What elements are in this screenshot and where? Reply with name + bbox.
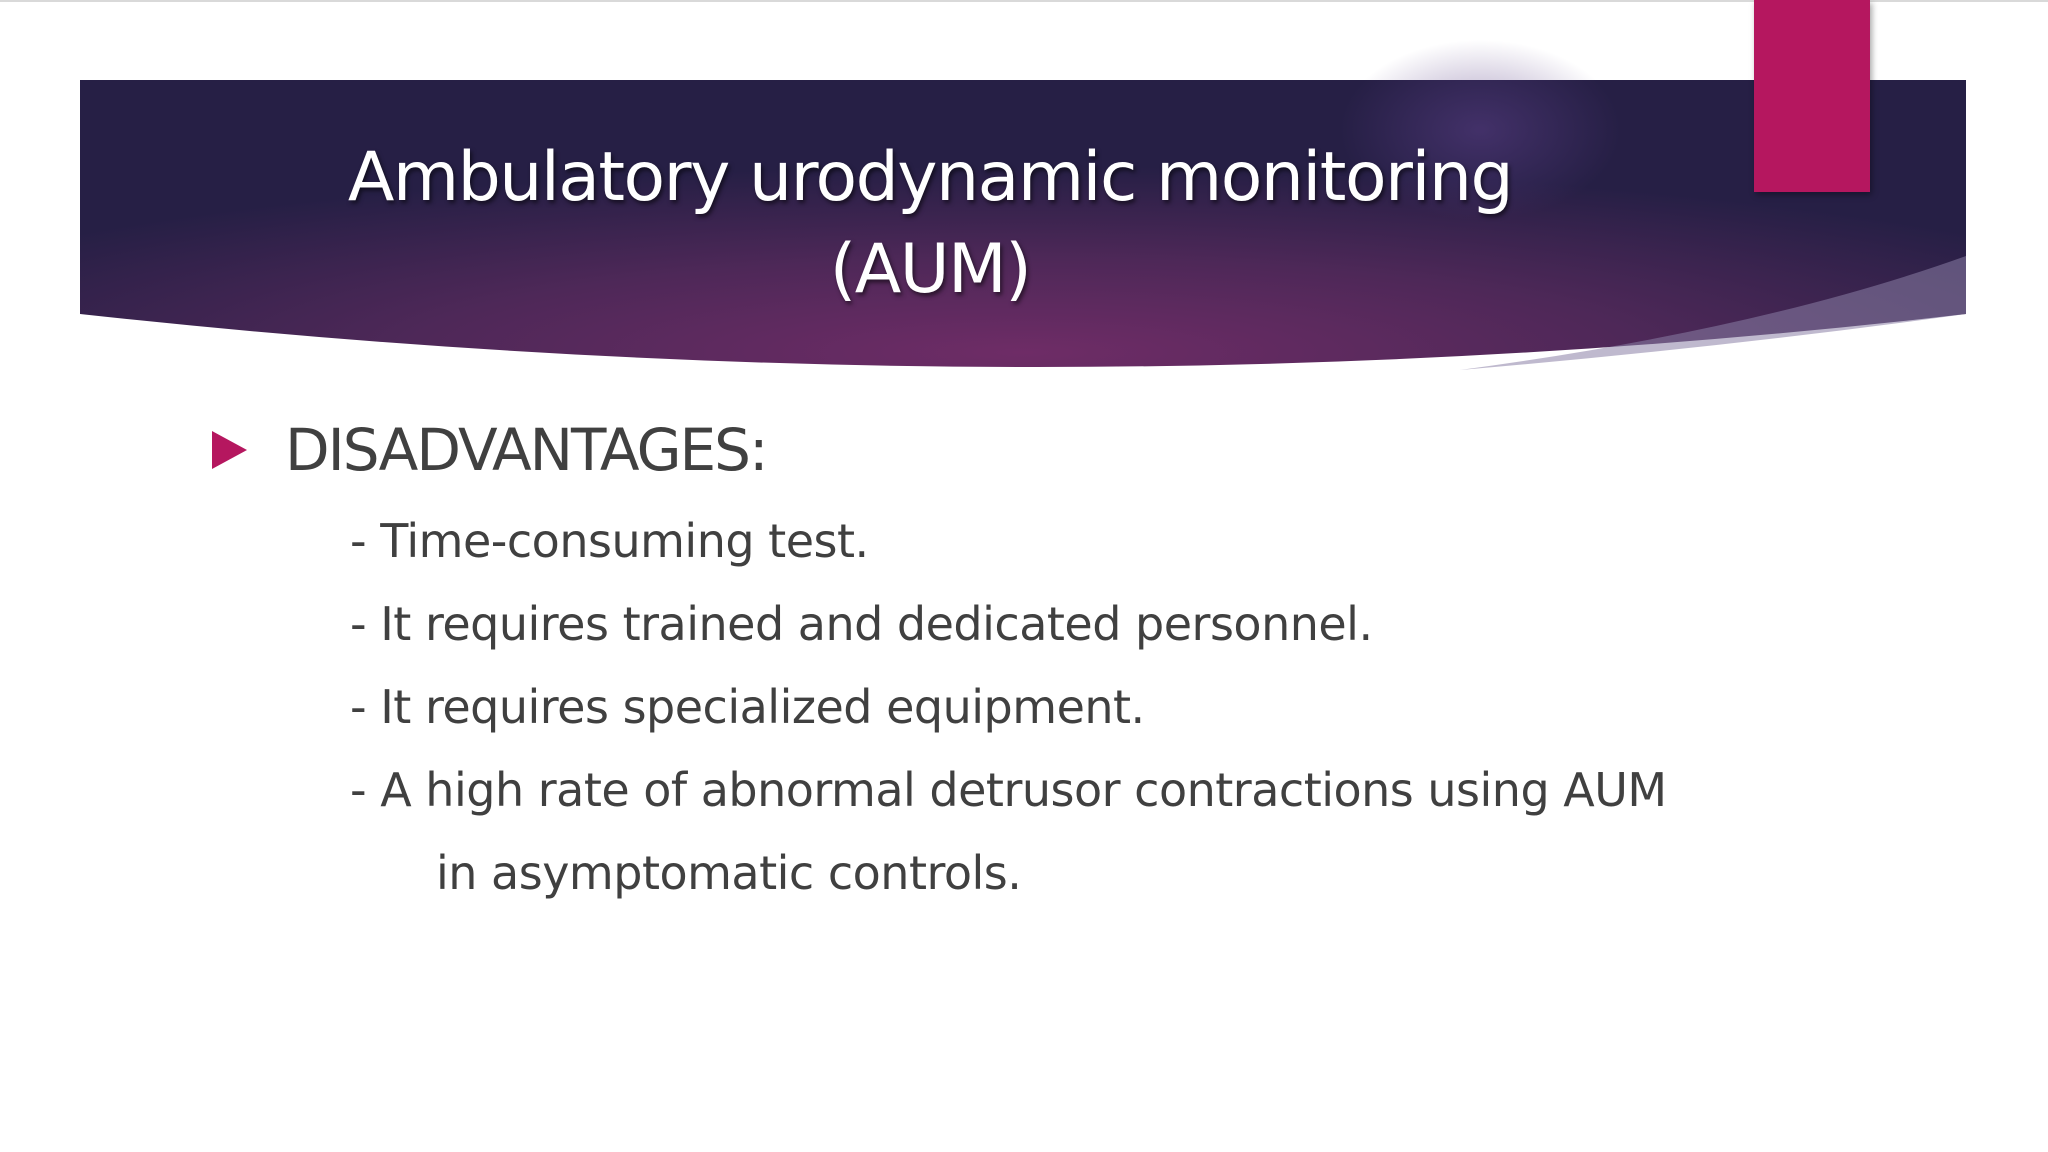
list-item <box>350 583 1667 666</box>
slide-title-line1: Ambulatory urodynamic monitoring <box>347 138 1513 217</box>
slide-title <box>160 132 1700 316</box>
list-item-text: - Time-consuming test. <box>350 514 869 568</box>
accent-tab <box>1754 0 1870 192</box>
slide-title-line2: (AUM) <box>829 230 1031 309</box>
section-heading: DISADVANTAGES: <box>285 416 767 484</box>
list-item-text: - It requires specialized equipment. <box>350 680 1145 734</box>
list-item-text: - It requires trained and dedicated personnel. <box>350 597 1373 651</box>
triangle-right-icon <box>212 431 247 469</box>
list-item <box>350 666 1667 749</box>
disadvantages-list <box>350 500 1667 915</box>
list-item-continuation: in asymptomatic controls. <box>436 846 1022 900</box>
list-item-text: - A high rate of abnormal detrusor contractions using AUM <box>350 763 1667 817</box>
list-item <box>350 749 1667 915</box>
list-item <box>350 500 1667 583</box>
bullet-heading-row <box>212 410 767 490</box>
